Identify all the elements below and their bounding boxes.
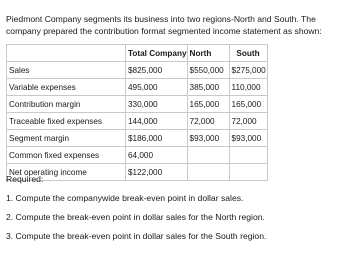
south-value: [229, 164, 267, 181]
row-label: Net operating income: [7, 164, 126, 181]
header-north: North: [187, 45, 229, 62]
list-item: 1. Compute the companywide break-even point in dollar sales.: [6, 193, 244, 203]
north-value: 385,000: [187, 79, 229, 96]
total-company-value: $122,000: [126, 164, 188, 181]
row-label: Sales: [7, 62, 126, 79]
south-value: 165,000: [229, 96, 267, 113]
table-row: [7, 164, 268, 181]
north-value: $93,000: [187, 130, 229, 147]
table-row: [7, 113, 268, 130]
row-label: Traceable fixed expenses: [7, 113, 126, 130]
required-heading: Required:: [6, 174, 44, 184]
north-value: [187, 147, 229, 164]
row-label: Common fixed expenses: [7, 147, 126, 164]
south-value: $93,000: [229, 130, 267, 147]
table-row: [7, 79, 268, 96]
table-row: [7, 147, 268, 164]
total-company-value: $186,000: [126, 130, 188, 147]
total-company-value: 144,000: [126, 113, 188, 130]
row-label: Variable expenses: [7, 79, 126, 96]
row-label: Contribution margin: [7, 96, 126, 113]
north-value: 165,000: [187, 96, 229, 113]
south-value: $275,000: [229, 62, 267, 79]
row-label: Segment margin: [7, 130, 126, 147]
total-company-value: 64,000: [126, 147, 188, 164]
north-value: [187, 164, 229, 181]
south-value: 110,000: [229, 79, 267, 96]
list-item: 3. Compute the break-even point in dollar sales for the South region.: [6, 231, 267, 241]
total-company-value: 495,000: [126, 79, 188, 96]
segmented-income-statement: [6, 44, 268, 181]
table-row: [7, 130, 268, 147]
problem-intro: Piedmont Company segments its business into two regions-North and South. The company prepared the contribution format segmented income statement as shown:: [6, 14, 322, 36]
header-total-company: Total Company: [126, 45, 188, 62]
north-value: $550,000: [187, 62, 229, 79]
table-row: [7, 96, 268, 113]
list-item: 2. Compute the break-even point in dollar sales for the North region.: [6, 212, 265, 222]
header-south: South: [229, 45, 267, 62]
header-cell-blank: [7, 45, 126, 62]
table-row: [7, 62, 268, 79]
north-value: 72,000: [187, 113, 229, 130]
total-company-value: 330,000: [126, 96, 188, 113]
south-value: 72,000: [229, 113, 267, 130]
south-value: [229, 147, 267, 164]
total-company-value: $825,000: [126, 62, 188, 79]
question-list: [6, 189, 266, 246]
table-header-row: [7, 45, 268, 62]
